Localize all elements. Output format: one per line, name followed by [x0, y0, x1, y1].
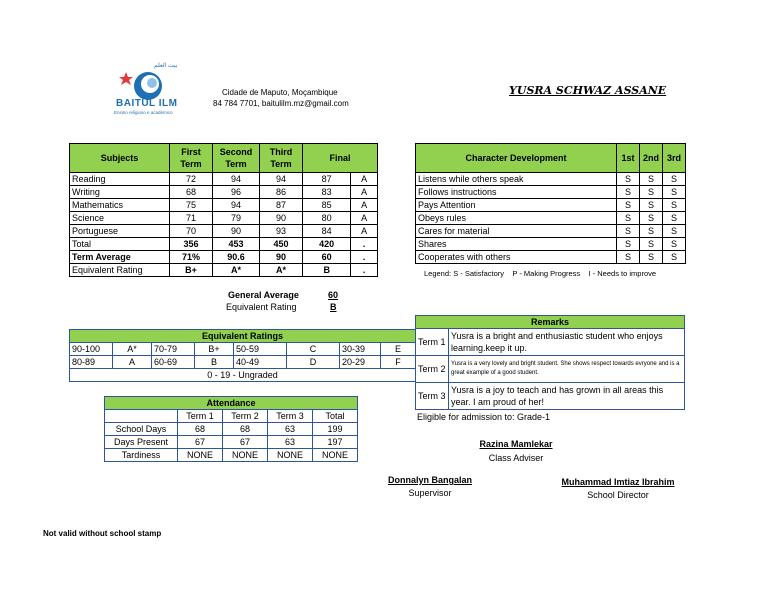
logo-tagline: Ensino religioso e académico	[114, 110, 173, 115]
subject-name: Reading	[70, 173, 170, 186]
attendance-value: 67	[178, 436, 223, 449]
ratings-title: Equivalent Ratings	[70, 330, 416, 343]
ratings-footer: 0 - 19 - Ungraded	[70, 369, 416, 382]
remark-term: Term 2	[416, 356, 449, 383]
general-average-value: 60	[328, 290, 339, 300]
subject-score: 79	[213, 212, 260, 225]
attendance-value: 68	[178, 423, 223, 436]
term-average-row	[70, 251, 378, 264]
subject-score: 83	[303, 186, 351, 199]
adviser-name: Razina Mamlekar	[479, 439, 553, 449]
rating-row	[70, 356, 416, 369]
third-term-header: Third Term	[260, 144, 303, 173]
character-header: Character Development	[416, 144, 617, 173]
ratings-table	[69, 329, 416, 382]
remarks-title: Remarks	[416, 316, 685, 329]
final-header: Final	[303, 144, 378, 173]
character-table	[415, 143, 686, 264]
attendance-value: 67	[223, 436, 268, 449]
rating-range: 40-49	[234, 356, 287, 369]
rating-grade: F	[381, 356, 416, 369]
subjects-header: Subjects	[70, 144, 170, 173]
director-role: School Director	[587, 490, 649, 500]
character-grade: S	[617, 251, 640, 264]
supervisor-role: Supervisor	[408, 488, 452, 498]
school-contact: 84 784 7701, baitulilm.mz@gmail.com	[213, 99, 349, 108]
character-grade: S	[640, 199, 663, 212]
rating-grade: A	[113, 356, 152, 369]
school-logo	[112, 64, 184, 118]
subject-score: 71	[170, 212, 213, 225]
attendance-value: NONE	[313, 449, 358, 462]
remark-row	[416, 329, 685, 356]
attendance-header: Term 1	[178, 410, 223, 423]
subject-row	[70, 225, 378, 238]
subject-score: A	[351, 186, 378, 199]
character-grade: S	[663, 251, 686, 264]
subject-name: Science	[70, 212, 170, 225]
attendance-value: 63	[268, 436, 313, 449]
character-grade: S	[663, 173, 686, 186]
row-value: 60	[303, 251, 351, 264]
attendance-title: Attendance	[105, 397, 358, 410]
attendance-header	[105, 410, 178, 423]
attendance-value: NONE	[178, 449, 223, 462]
character-row	[416, 199, 686, 212]
character-grade: S	[640, 173, 663, 186]
rating-range: 50-59	[234, 343, 287, 356]
student-name: YUSRA SCHWAZ ASSANE	[509, 84, 667, 97]
remarks-table	[415, 315, 685, 410]
row-value: B	[303, 264, 351, 277]
rating-row	[70, 343, 416, 356]
footer-note: Not valid without school stamp	[43, 529, 162, 538]
subject-score: 90	[213, 225, 260, 238]
character-grade: S	[640, 186, 663, 199]
subject-score: 84	[303, 225, 351, 238]
attendance-header-row	[105, 410, 358, 423]
character-trait: Obeys rules	[416, 212, 617, 225]
rating-grade: A*	[113, 343, 152, 356]
character-row	[416, 225, 686, 238]
row-value: .	[351, 238, 378, 251]
remark-text: Yusra is a bright and enthusiastic student who enjoys learning.keep it up.	[449, 329, 685, 356]
rating-range: 90-100	[70, 343, 113, 356]
subject-score: 70	[170, 225, 213, 238]
remark-row	[416, 383, 685, 410]
subject-name: Portuguese	[70, 225, 170, 238]
remark-row	[416, 356, 685, 383]
character-grade: S	[640, 225, 663, 238]
subject-score: 68	[170, 186, 213, 199]
subject-row	[70, 186, 378, 199]
rating-grade: C	[287, 343, 340, 356]
row-label: Equivalent Rating	[70, 264, 170, 277]
rating-range: 70-79	[152, 343, 195, 356]
subject-score: 96	[213, 186, 260, 199]
supervisor-name: Donnalyn Bangalan	[387, 475, 472, 485]
row-label: Term Average	[70, 251, 170, 264]
attendance-row	[105, 423, 358, 436]
second-term-header: Second Term	[213, 144, 260, 173]
subject-score: 85	[303, 199, 351, 212]
character-row	[416, 251, 686, 264]
equivalent-rating-value: B	[330, 302, 337, 312]
character-grade: S	[663, 199, 686, 212]
row-value: 90	[260, 251, 303, 264]
rating-grade: D	[287, 356, 340, 369]
character-grade: S	[617, 238, 640, 251]
character-row	[416, 186, 686, 199]
subject-name: Writing	[70, 186, 170, 199]
equivalent-rating-label: Equivalent Rating	[226, 302, 297, 312]
subject-score: 87	[260, 199, 303, 212]
subject-row	[70, 199, 378, 212]
character-grade: S	[640, 212, 663, 225]
character-grade: S	[617, 173, 640, 186]
character-grade: S	[617, 199, 640, 212]
rating-range: 20-29	[340, 356, 381, 369]
attendance-table	[104, 396, 358, 462]
rating-grade: B	[195, 356, 234, 369]
row-value: .	[351, 251, 378, 264]
character-grade: S	[663, 238, 686, 251]
rating-range: 60-69	[152, 356, 195, 369]
logo-text: BAITUL ILM	[116, 98, 178, 109]
character-trait: Cares for material	[416, 225, 617, 238]
subject-row	[70, 173, 378, 186]
rating-range: 80-89	[70, 356, 113, 369]
attendance-value: 63	[268, 423, 313, 436]
row-value: 71%	[170, 251, 213, 264]
character-grade: S	[640, 251, 663, 264]
remark-term: Term 1	[416, 329, 449, 356]
attendance-value: 197	[313, 436, 358, 449]
adviser-role: Class Adviser	[488, 453, 544, 463]
subject-score: 90	[260, 212, 303, 225]
remark-text: Yusra is a joy to teach and has grown in all areas this year. I am proud of her!	[449, 383, 685, 410]
third-header: 3rd	[663, 144, 686, 173]
attendance-header: Term 3	[268, 410, 313, 423]
attendance-label: School Days	[105, 423, 178, 436]
character-grade: S	[663, 225, 686, 238]
character-trait: Follows instructions	[416, 186, 617, 199]
character-grade: S	[663, 212, 686, 225]
row-value: 90.6	[213, 251, 260, 264]
row-value: .	[351, 264, 378, 277]
row-label: Total	[70, 238, 170, 251]
attendance-label: Days Present	[105, 436, 178, 449]
character-row	[416, 173, 686, 186]
attendance-header: Total	[313, 410, 358, 423]
remark-term: Term 3	[416, 383, 449, 410]
attendance-row	[105, 436, 358, 449]
attendance-header: Term 2	[223, 410, 268, 423]
subject-name: Mathematics	[70, 199, 170, 212]
subject-score: A	[351, 199, 378, 212]
first-header: 1st	[617, 144, 640, 173]
subject-score: 72	[170, 173, 213, 186]
general-average-label: General Average	[228, 290, 299, 300]
remark-text: Yusra is a very lovely and bright student. She shows respect towards evryone and is a great example of a good student.	[449, 356, 685, 383]
row-value: B+	[170, 264, 213, 277]
subject-score: 75	[170, 199, 213, 212]
character-trait: Listens while others speak	[416, 173, 617, 186]
row-value: 453	[213, 238, 260, 251]
subject-score: 87	[303, 173, 351, 186]
subjects-table	[69, 143, 378, 277]
row-value: A*	[260, 264, 303, 277]
rating-grade: E	[381, 343, 416, 356]
character-grade: S	[617, 186, 640, 199]
subject-score: 93	[260, 225, 303, 238]
subject-row	[70, 212, 378, 225]
character-grade: S	[617, 212, 640, 225]
subject-score: 94	[213, 173, 260, 186]
character-trait: Pays Attention	[416, 199, 617, 212]
rating-range: 30-39	[340, 343, 381, 356]
row-value: 450	[260, 238, 303, 251]
attendance-value: NONE	[223, 449, 268, 462]
subject-score: 80	[303, 212, 351, 225]
row-value: A*	[213, 264, 260, 277]
logo-arabic-text: بيت العلم	[154, 63, 178, 69]
attendance-value: 199	[313, 423, 358, 436]
character-row	[416, 238, 686, 251]
character-trait: Shares	[416, 238, 617, 251]
subject-score: 86	[260, 186, 303, 199]
first-term-header: First Term	[170, 144, 213, 173]
subject-score: A	[351, 225, 378, 238]
total-row	[70, 238, 378, 251]
row-value: 420	[303, 238, 351, 251]
equivalent-rating-row	[70, 264, 378, 277]
director-name: Muhammad Imtiaz Ibrahim	[561, 477, 675, 487]
character-grade: S	[663, 186, 686, 199]
subject-score: 94	[213, 199, 260, 212]
character-trait: Cooperates with others	[416, 251, 617, 264]
attendance-value: NONE	[268, 449, 313, 462]
character-grade: S	[617, 225, 640, 238]
subject-score: A	[351, 212, 378, 225]
character-row	[416, 212, 686, 225]
attendance-label: Tardiness	[105, 449, 178, 462]
attendance-value: 68	[223, 423, 268, 436]
admission-note: Eligible for admission to: Grade-1	[417, 412, 551, 422]
character-grade: S	[640, 238, 663, 251]
attendance-row	[105, 449, 358, 462]
subject-score: 94	[260, 173, 303, 186]
subject-score: A	[351, 173, 378, 186]
second-header: 2nd	[640, 144, 663, 173]
school-address: Cidade de Maputo, Moçambique	[222, 88, 338, 97]
row-value: 356	[170, 238, 213, 251]
character-legend: Legend: S - Satisfactory P - Making Progress I - Needs to improve	[424, 269, 657, 278]
rating-grade: B+	[195, 343, 234, 356]
